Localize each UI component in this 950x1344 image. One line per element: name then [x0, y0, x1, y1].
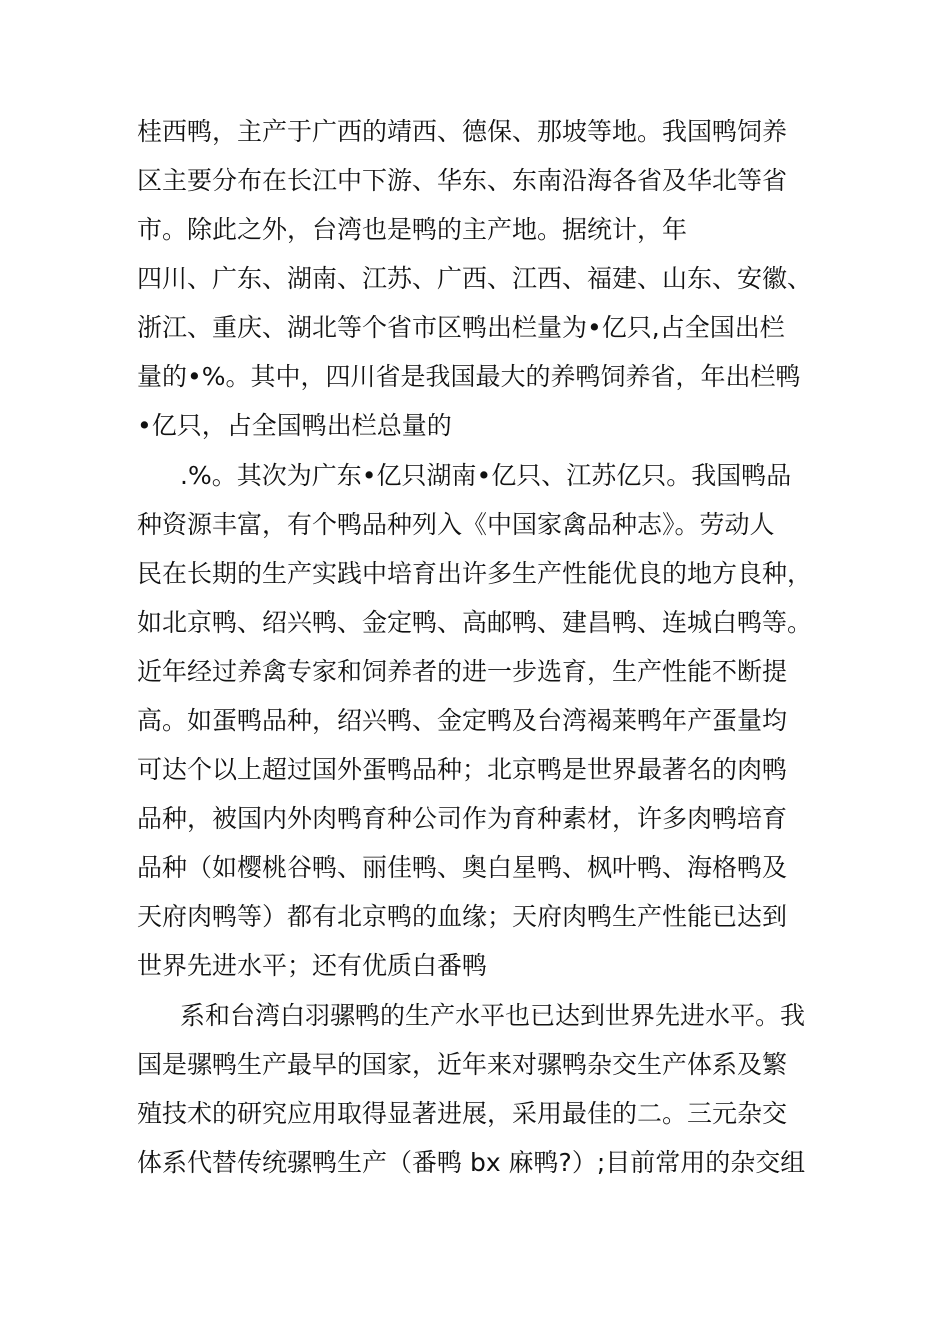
text-line: •亿只，占全国鸭出栏总量的	[137, 411, 452, 440]
text-line: 种资源丰富，有个鸭品种列入《中国家禽品种志》。劳动人	[137, 510, 775, 539]
text-line: 国是骡鸭生产最早的国家，近年来对骡鸭杂交生产体系及繁	[137, 1050, 788, 1079]
text-line: 民在长期的生产实践中培育出许多生产性能优良的地方良种，	[137, 559, 813, 588]
text-line: 量的•%。其中，四川省是我国最大的养鸭饲养省，年出栏鸭	[137, 362, 801, 391]
text-line: 世界先进水平；还有优质白番鸭	[137, 951, 488, 980]
text-line: 市。除此之外，台湾也是鸭的主产地。据统计，年	[137, 215, 688, 244]
text-line: 殖技术的研究应用取得显著进展，采用最佳的二。三元杂交	[137, 1099, 788, 1128]
text-line: 品种，被国内外肉鸭育种公司作为育种素材，许多肉鸭培育	[137, 804, 788, 833]
text-line: .%。其次为广东•亿只湖南•亿只、江苏亿只。我国鸭品	[180, 461, 792, 490]
text-line: 浙江、重庆、湖北等个省市区鸭出栏量为•亿只,占全国出栏	[137, 313, 785, 342]
text-line: 体系代替传统骡鸭生产（番鸭 bx 麻鸭?）;目前常用的杂交组	[137, 1148, 806, 1177]
text-line: 区主要分布在长江中下游、华东、东南沿海各省及华北等省	[137, 166, 788, 195]
text-line: 桂西鸭，主产于广西的靖西、德保、那坡等地。我国鸭饲养	[137, 117, 788, 146]
text-line: 品种（如樱桃谷鸭、丽佳鸭、奥白星鸭、枫叶鸭、海格鸭及	[137, 853, 788, 882]
text-line: 天府肉鸭等）都有北京鸭的血缘；天府肉鸭生产性能已达到	[137, 902, 788, 931]
text-line: 近年经过养禽专家和饲养者的进一步选育，生产性能不断提	[137, 657, 788, 686]
text-line: 如北京鸭、绍兴鸭、金定鸭、高邮鸭、建昌鸭、连城白鸭等。	[137, 608, 813, 637]
text-line: 高。如蛋鸭品种，绍兴鸭、金定鸭及台湾褐莱鸭年产蛋量均	[137, 706, 788, 735]
text-line: 系和台湾白羽骡鸭的生产水平也已达到世界先进水平。我	[180, 1001, 806, 1030]
text-line: 四川、广东、湖南、江苏、广西、江西、福建、山东、安徽、	[137, 264, 813, 293]
text-line: 可达个以上超过国外蛋鸭品种；北京鸭是世界最著名的肉鸭	[137, 755, 788, 784]
